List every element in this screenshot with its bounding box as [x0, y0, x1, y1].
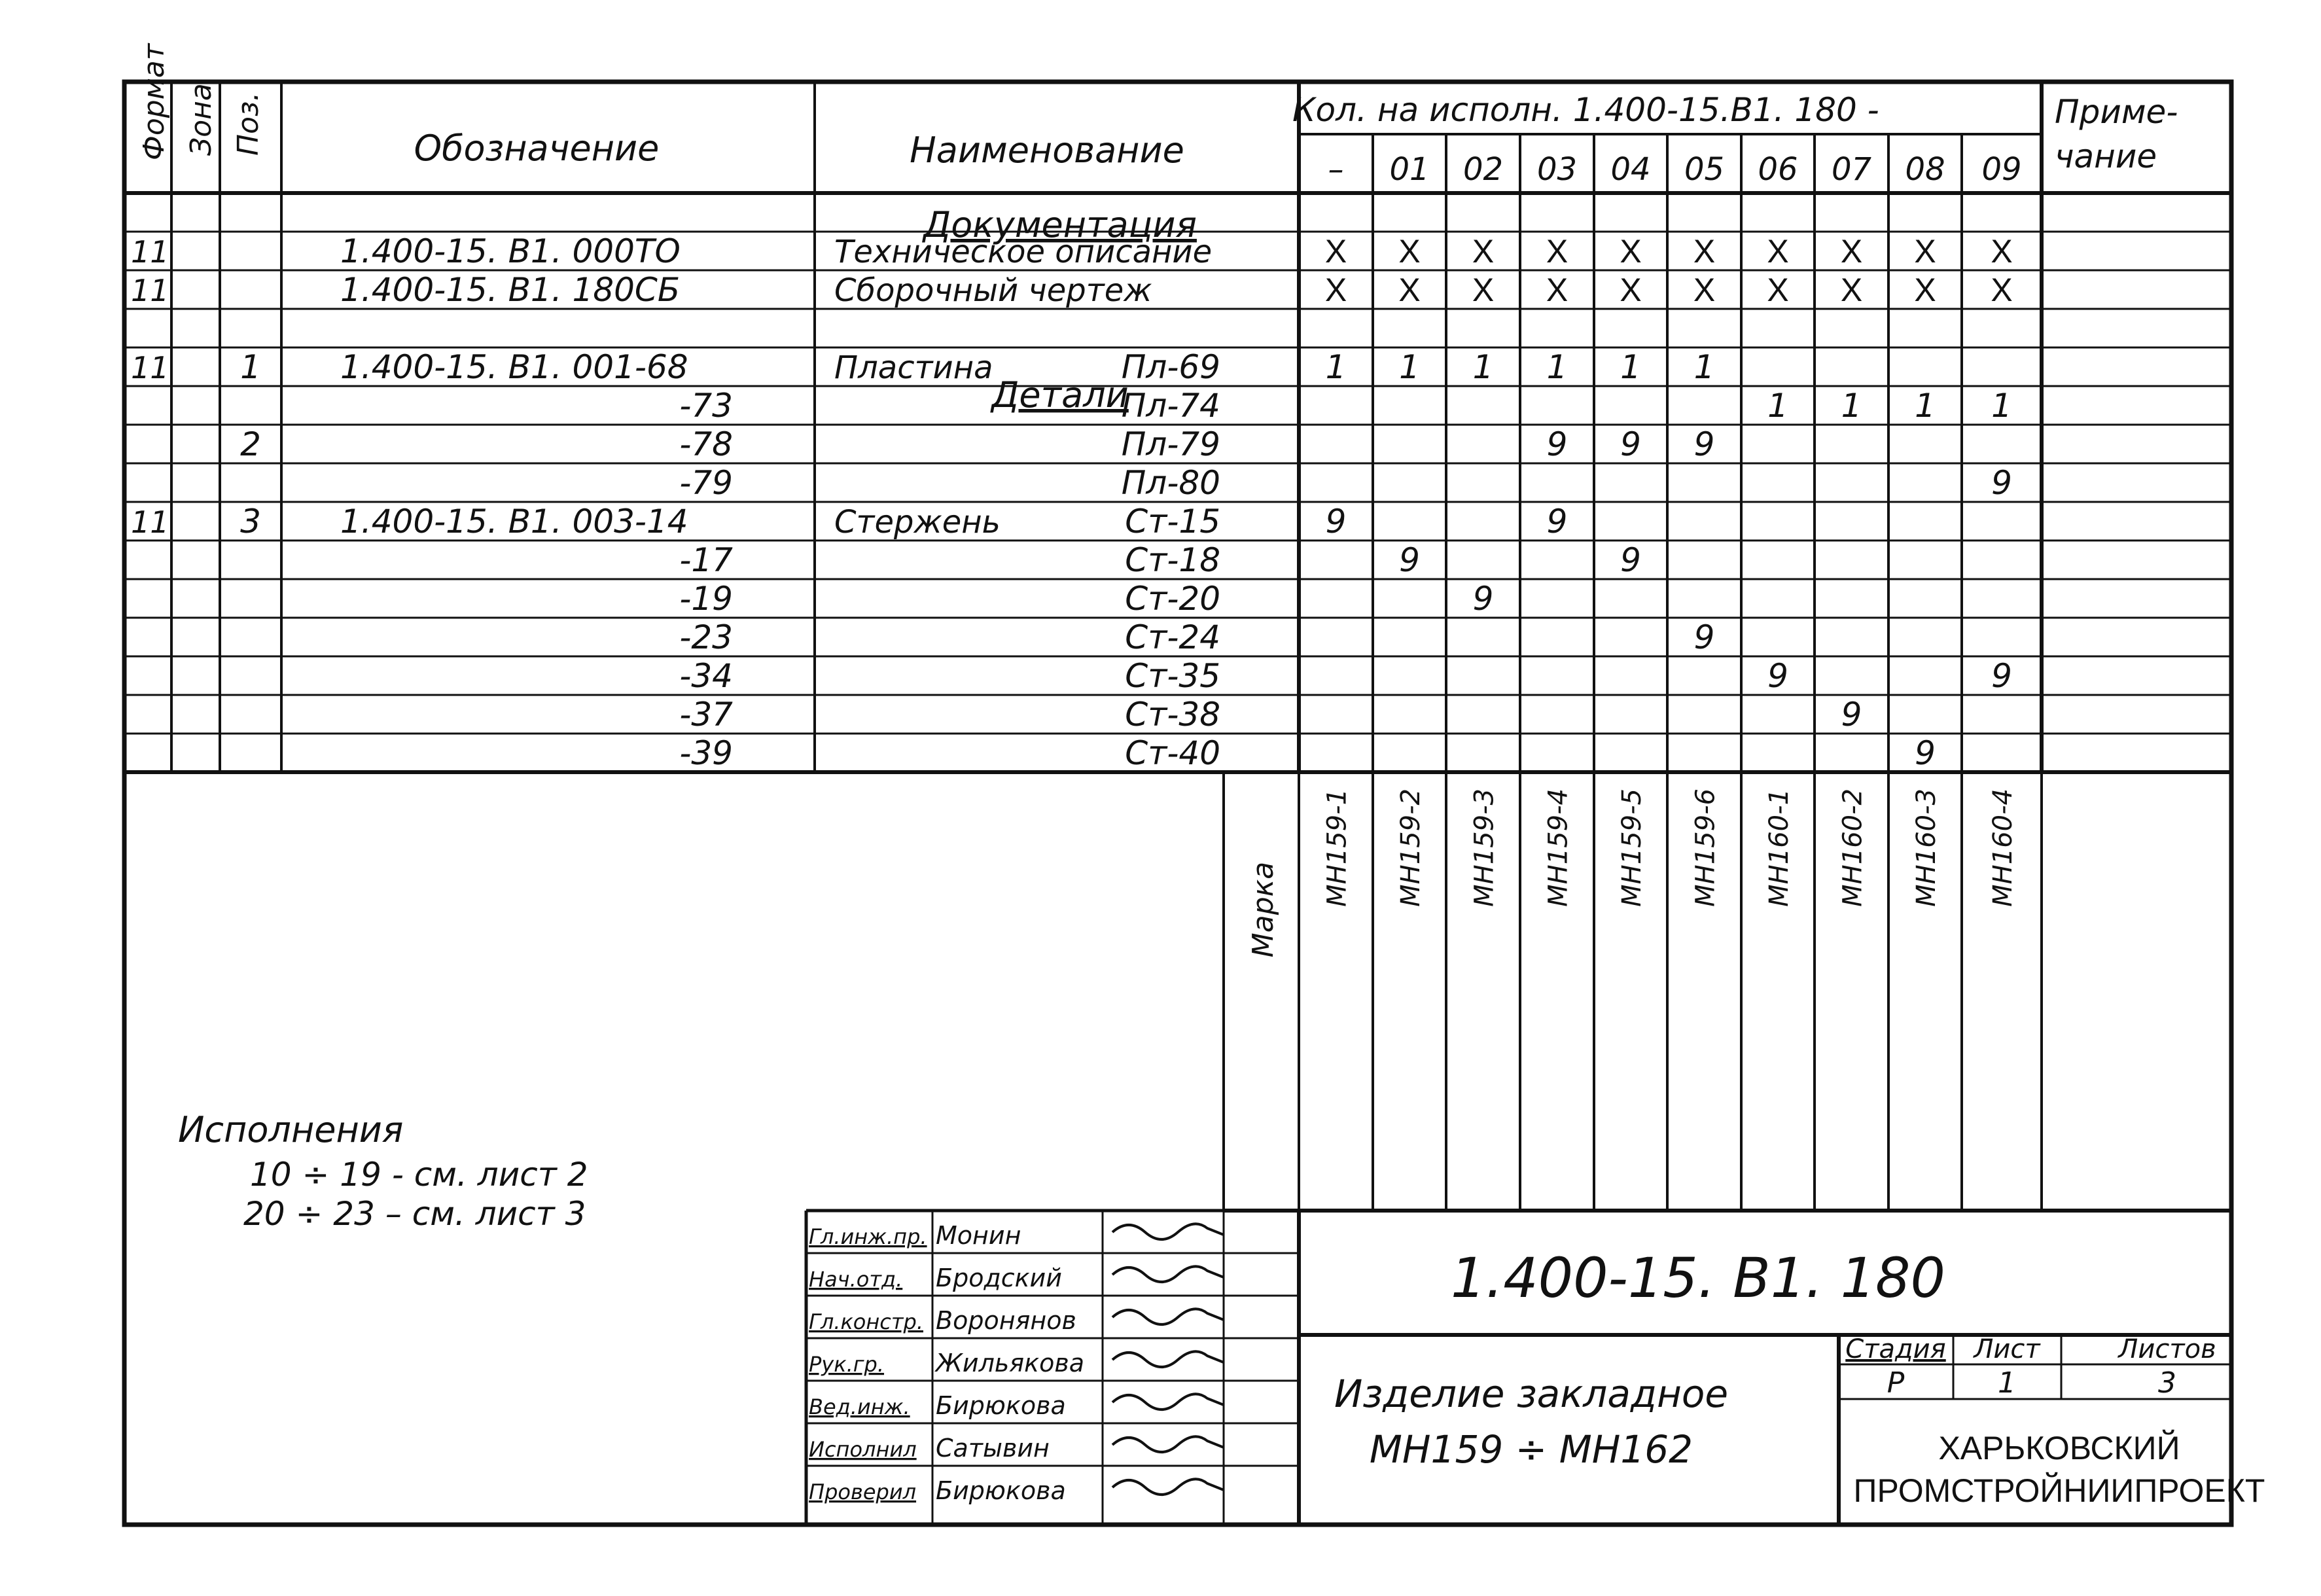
table-row — [679, 696, 1862, 734]
marka-value: МН160-2 — [1837, 789, 1868, 907]
row-qty-cell: 1 — [1841, 387, 1862, 425]
row-designation: -37 — [679, 696, 733, 734]
stage-label: Стадия — [1845, 1334, 1946, 1364]
title-line-1: Изделие закладное — [1334, 1372, 1729, 1416]
variant-header: 06 — [1758, 151, 1798, 188]
variant-header: 02 — [1462, 151, 1504, 188]
row-designation: -19 — [679, 580, 733, 618]
row-name: Сборочный чертеж — [834, 272, 1152, 309]
row-position: 3 — [240, 503, 261, 541]
signature-mark — [1112, 1309, 1224, 1324]
signatory-role: Проверил — [809, 1480, 917, 1504]
row-mark: Ст-20 — [1125, 580, 1220, 618]
signature-mark — [1112, 1351, 1224, 1367]
row-format: 11 — [131, 273, 169, 308]
header-format: Формат — [137, 43, 171, 160]
variant-header: 04 — [1610, 151, 1651, 188]
header-name: Наименование — [910, 130, 1184, 171]
row-designation: 1.400-15. В1. 180СБ — [340, 271, 681, 309]
signatory-name: Бирюкова — [936, 1391, 1066, 1420]
row-qty-cell: X — [1840, 272, 1863, 308]
signatories — [809, 1221, 1224, 1505]
row-qty-cell: X — [1398, 233, 1421, 270]
row-qty-cell: 9 — [1399, 541, 1420, 579]
row-qty-cell: X — [1546, 233, 1568, 270]
signatory-name: Бирюкова — [936, 1476, 1066, 1505]
signatory-role: Гл.констр. — [809, 1309, 923, 1334]
row-qty-cell: X — [1767, 272, 1789, 308]
row-qty-cell: 9 — [1991, 657, 2012, 695]
document-code: 1.400-15. В1. 180 — [1451, 1246, 1945, 1310]
signature-mark — [1112, 1394, 1224, 1410]
row-qty-cell: X — [1840, 233, 1863, 270]
header-designation: Обозначение — [414, 128, 660, 169]
signatory-role: Рук.гр. — [809, 1352, 885, 1377]
header-qty-title: Кол. на исполн. 1.400-15.В1. 180 - — [1292, 91, 1879, 129]
row-designation: -17 — [679, 541, 733, 579]
section-parts: Детали — [991, 374, 1129, 416]
row-position: 2 — [240, 425, 261, 463]
table-row — [131, 348, 1714, 386]
row-mark: Ст-38 — [1125, 696, 1220, 734]
row-qty-cell: X — [1991, 272, 2013, 308]
notes-line-2: 20 ÷ 23 – см. лист 3 — [243, 1195, 586, 1233]
row-mark: Ст-18 — [1125, 541, 1220, 579]
section-documentation: Документация — [923, 204, 1197, 245]
row-position: 1 — [240, 348, 261, 386]
variant-header: 08 — [1905, 151, 1945, 188]
table-row — [679, 657, 2012, 695]
row-format: 11 — [131, 505, 169, 540]
notes-title: Исполнения — [178, 1109, 404, 1150]
marka-row — [1247, 789, 2018, 957]
row-qty-cell: 9 — [1546, 503, 1568, 541]
row-mark: Ст-40 — [1125, 734, 1220, 772]
title-block — [1334, 1246, 2265, 1509]
signatory-role: Гл.инж.пр. — [809, 1224, 927, 1249]
table-row — [131, 271, 2013, 309]
signature-mark — [1112, 1479, 1224, 1495]
signatory-name: Бродский — [936, 1264, 1062, 1292]
marka-value: МН160-4 — [1988, 789, 2018, 907]
marka-label: Марка — [1247, 861, 1280, 958]
sheets-label: Листов — [2118, 1334, 2216, 1364]
row-qty-cell: 9 — [1620, 425, 1641, 463]
row-qty-cell: X — [1472, 233, 1495, 270]
table-row — [240, 425, 1714, 463]
signatory-role: Исполнил — [809, 1437, 917, 1462]
row-qty-cell: 1 — [1693, 348, 1715, 386]
row-qty-cell: X — [1546, 272, 1568, 308]
row-qty-cell: X — [1767, 233, 1789, 270]
table-row — [679, 734, 1936, 772]
row-qty-cell: 1 — [1399, 348, 1420, 386]
row-name: Пластина — [834, 349, 993, 386]
signatory-role: Нач.отд. — [809, 1267, 903, 1292]
row-qty-cell: 9 — [1325, 503, 1347, 541]
row-qty-cell: 9 — [1841, 696, 1862, 734]
marka-value: МН159-4 — [1543, 789, 1574, 907]
header-zone: Зона — [185, 83, 218, 156]
marka-value: МН159-3 — [1469, 789, 1500, 907]
signature-mark — [1112, 1266, 1224, 1282]
marka-value: МН159-1 — [1322, 789, 1353, 907]
signatory-name: Воронянов — [936, 1306, 1076, 1335]
row-qty-cell: 1 — [1472, 348, 1494, 386]
title-line-2: МН159 ÷ МН162 — [1369, 1427, 1693, 1472]
marka-value: МН159-2 — [1396, 789, 1426, 907]
row-qty-cell: 1 — [1991, 387, 2012, 425]
row-mark: Ст-15 — [1125, 503, 1220, 541]
row-qty-cell: 1 — [1620, 348, 1641, 386]
row-name: Стержень — [834, 504, 1001, 541]
row-qty-cell: 1 — [1915, 387, 1936, 425]
row-qty-cell: 1 — [1767, 387, 1788, 425]
variant-header: 07 — [1831, 151, 1872, 188]
row-qty-cell: X — [1324, 233, 1347, 270]
signatory-name: Монин — [936, 1221, 1021, 1250]
row-qty-cell: 9 — [1693, 425, 1715, 463]
marka-value: МН160-1 — [1764, 789, 1794, 907]
row-qty-cell: X — [1914, 233, 1936, 270]
signatory-name: Жильякова — [936, 1349, 1085, 1377]
marka-value: МН159-5 — [1617, 789, 1647, 907]
row-mark: Ст-24 — [1125, 618, 1220, 656]
table-row — [131, 503, 1567, 541]
variant-header: 05 — [1684, 151, 1725, 188]
row-format: 11 — [131, 350, 169, 385]
stage-value: Р — [1887, 1366, 1905, 1400]
row-qty-cell: 9 — [1991, 464, 2012, 502]
notes-line-1: 10 ÷ 19 - см. лист 2 — [250, 1156, 588, 1194]
notes-block — [178, 1109, 588, 1233]
table-header — [137, 43, 2178, 175]
table-row — [679, 387, 2012, 425]
row-mark: Пл-79 — [1121, 425, 1220, 463]
table-row — [679, 580, 1493, 618]
organization-line-1: ХАРЬКОВСКИЙ — [1938, 1430, 2180, 1466]
row-qty-cell: 9 — [1546, 425, 1568, 463]
row-qty-cell: 9 — [1915, 734, 1936, 772]
row-mark: Ст-35 — [1125, 657, 1220, 695]
row-designation: -39 — [679, 734, 733, 772]
variant-header: 03 — [1536, 151, 1578, 188]
row-qty-cell: 9 — [1767, 657, 1788, 695]
organization-line-2: ПРОМСТРОЙНИИПРОЕКТ — [1853, 1472, 2265, 1509]
row-qty-cell: X — [1398, 272, 1421, 308]
row-designation: -73 — [679, 387, 733, 425]
row-designation: 1.400-15. В1. 003-14 — [340, 503, 688, 541]
row-qty-cell: X — [1620, 272, 1642, 308]
header-note: Приме-чание — [2055, 93, 2178, 175]
variant-header: – — [1328, 151, 1344, 188]
row-qty-cell: X — [1620, 233, 1642, 270]
row-qty-cell: 9 — [1693, 618, 1715, 656]
variant-header: 01 — [1389, 151, 1430, 188]
marka-value: МН159-6 — [1690, 789, 1721, 907]
row-mark: Пл-80 — [1121, 464, 1220, 502]
signatory-role: Вед.инж. — [809, 1394, 910, 1419]
row-qty-cell: 1 — [1546, 348, 1568, 386]
row-designation: -78 — [679, 425, 733, 463]
row-format: 11 — [131, 234, 169, 270]
signature-mark — [1112, 1436, 1224, 1452]
table-row — [679, 464, 2012, 502]
row-designation: 1.400-15. В1. 000ТО — [340, 232, 681, 270]
row-name: Техническое описание — [834, 234, 1213, 270]
row-qty-cell: X — [1991, 233, 2013, 270]
row-qty-cell: 9 — [1472, 580, 1494, 618]
row-qty-cell: X — [1914, 272, 1936, 308]
table-row — [679, 541, 1641, 579]
signature-mark — [1112, 1224, 1224, 1239]
variant-header: 09 — [1981, 151, 2022, 188]
variant-headers — [1328, 151, 2022, 188]
row-designation: 1.400-15. В1. 001-68 — [340, 348, 688, 386]
header-pos: Поз. — [232, 92, 265, 156]
row-mark: Пл-74 — [1121, 387, 1220, 425]
row-qty-cell: X — [1324, 272, 1347, 308]
row-qty-cell: X — [1693, 272, 1716, 308]
row-mark: Пл-69 — [1121, 348, 1220, 386]
row-qty-cell: 9 — [1620, 541, 1641, 579]
row-designation: -79 — [679, 464, 733, 502]
table-row — [679, 618, 1714, 656]
row-qty-cell: 1 — [1325, 348, 1347, 386]
row-designation: -34 — [679, 657, 733, 695]
row-qty-cell: X — [1693, 233, 1716, 270]
signatory-name: Сатывин — [936, 1434, 1050, 1463]
row-qty-cell: X — [1472, 272, 1495, 308]
sheets-value: 3 — [2158, 1366, 2176, 1400]
marka-value: МН160-3 — [1911, 789, 1941, 907]
sheet-value: 1 — [1998, 1366, 2016, 1400]
row-designation: -23 — [679, 618, 733, 656]
table-row — [131, 232, 2013, 270]
sheet-label: Лист — [1974, 1334, 2040, 1364]
